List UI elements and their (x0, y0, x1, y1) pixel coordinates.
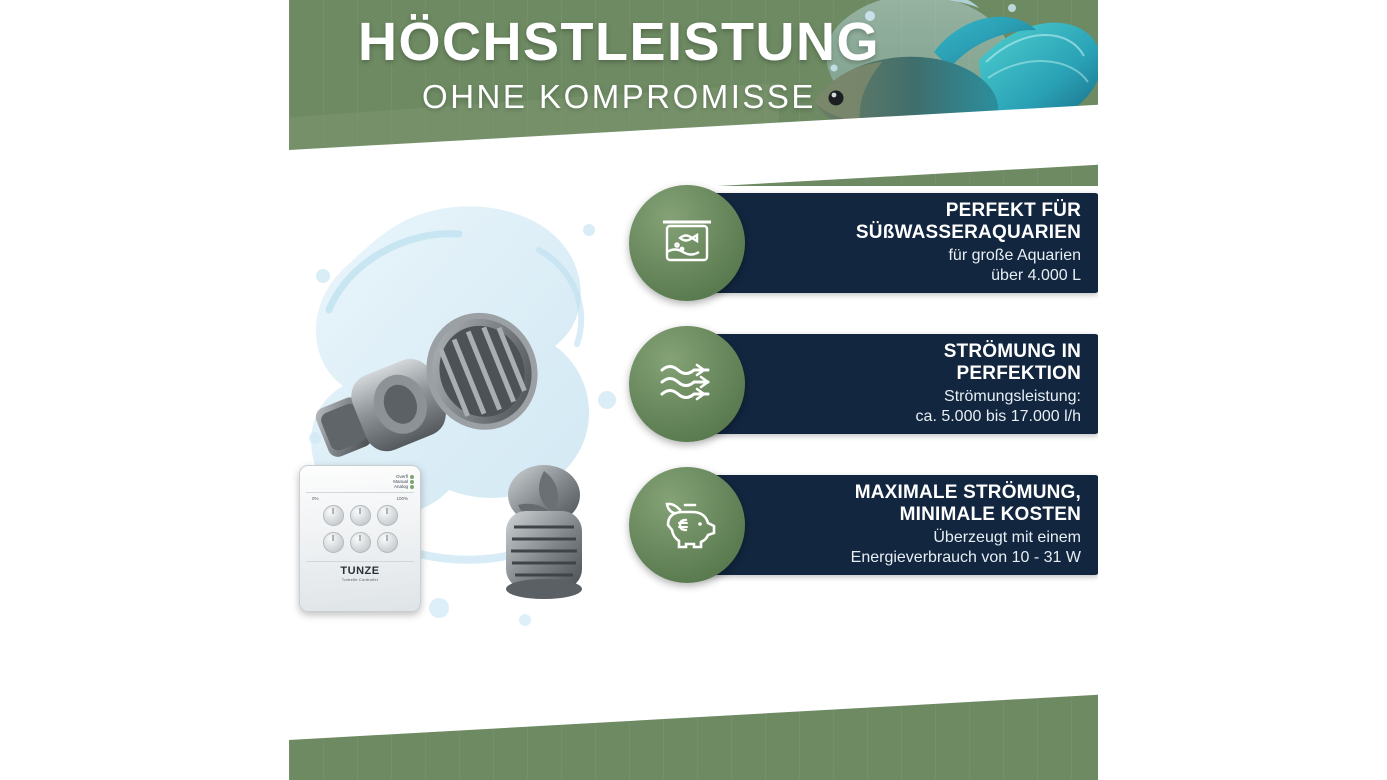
controller-led-label: Overfl (395, 474, 408, 479)
controller-scale-min: 0% (312, 496, 319, 501)
feature-title-line1: MAXIMALE STRÖMUNG, (854, 481, 1081, 503)
controller-brand (300, 565, 420, 582)
controller-knob[interactable] (323, 532, 344, 553)
controller-knob[interactable] (323, 505, 344, 526)
controller-led-label: Manual (393, 479, 408, 484)
feature-title (855, 482, 1081, 526)
feature-icon-circle (629, 185, 745, 301)
feature-icon-circle (629, 326, 745, 442)
feature-title-line1: PERFEKT FÜR (945, 199, 1081, 221)
feature-description (948, 246, 1081, 286)
controller-knob[interactable] (350, 532, 371, 553)
feature-bar (694, 475, 1098, 575)
controller-divider (306, 561, 414, 562)
feature-desc-line2: ca. 5.000 bis 17.000 l/h (915, 408, 1081, 426)
controller-scale-max: 100% (396, 496, 408, 501)
feature-desc-line2: über 4.000 L (991, 267, 1081, 285)
right-margin (1098, 0, 1387, 780)
feature-bar (694, 334, 1098, 434)
feature-item-cost (629, 467, 1098, 583)
feature-description (851, 528, 1081, 568)
feature-desc-line2: Energieverbrauch von 10 - 31 W (850, 549, 1081, 567)
feature-desc-line1: für große Aquarien (948, 247, 1081, 265)
controller-led-analog (306, 484, 414, 489)
controller-brand-sub: Turbelle Controller (341, 577, 379, 582)
controller-scale (300, 496, 420, 501)
pump-small-image (484, 455, 604, 605)
feature-icon-circle (629, 467, 745, 583)
pump-main-image (307, 305, 572, 480)
feature-item-flow (629, 326, 1098, 442)
feature-title (944, 341, 1081, 385)
controller-knob[interactable] (377, 505, 398, 526)
feature-item-freshwater (629, 185, 1098, 301)
feature-title (856, 200, 1081, 244)
feature-title-line2: PERFEKTION (956, 362, 1081, 384)
controller-brand-name: TUNZE (340, 565, 380, 577)
page-title: HÖCHSTLEISTUNG (357, 12, 880, 72)
controller-knob[interactable] (350, 505, 371, 526)
tunze-controller-image (299, 465, 421, 612)
feature-title-line2: SÜßWASSERAQUARIEN (855, 221, 1081, 243)
poster-canvas (289, 0, 1098, 780)
feature-description (916, 387, 1081, 427)
left-margin (0, 0, 289, 780)
feature-bar (694, 193, 1098, 293)
flow-waves-icon (656, 357, 718, 412)
header-title-block (289, 14, 949, 115)
controller-led-label: Analog (393, 484, 408, 489)
piggy-bank-euro-icon (656, 497, 718, 554)
aquarium-icon (658, 212, 716, 275)
feature-desc-line1: Überzeugt mit einem (933, 529, 1081, 547)
feature-title-line1: STRÖMUNG IN (943, 340, 1081, 362)
controller-divider (306, 492, 414, 493)
page-subtitle: OHNE KOMPROMISSE (422, 77, 816, 115)
feature-desc-line1: Strömungsleistung: (944, 388, 1081, 406)
product-image-group (289, 190, 649, 660)
feature-list (629, 185, 1098, 608)
controller-knob[interactable] (377, 532, 398, 553)
feature-title-line2: MINIMALE KOSTEN (899, 503, 1081, 525)
